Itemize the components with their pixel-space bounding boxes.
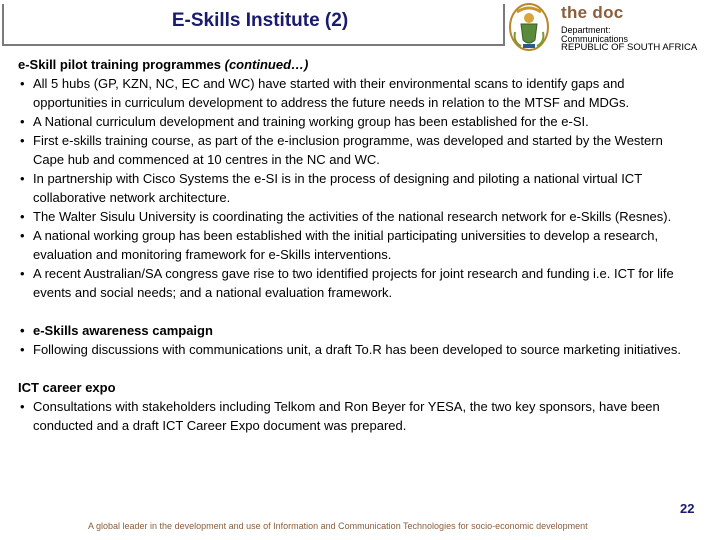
list-item: • The Walter Sisulu University is coordinating the activities of the national research network for e-Skills (Resnes). [18, 207, 683, 226]
section-heading-expo: ICT career expo [18, 380, 116, 395]
pilot-bullet-list [18, 74, 683, 302]
list-item: • A national working group has been established with the initial participating universities to develop a research, evaluation and monitoring framework for e-Skills interventions. [18, 226, 683, 264]
section-heading-text: e-Skill pilot training programmes [18, 57, 221, 72]
list-item: • All 5 hubs (GP, KZN, NC, EC and WC) have started with their environmental scans to identify gaps and opportunities in curriculum development to address the future needs in relation to the MTSF and MDGs. [18, 74, 683, 112]
page-title: E-Skills Institute (2) [171, 10, 349, 31]
country-name: REPUBLIC OF SOUTH AFRICA [561, 42, 698, 53]
slide-content [18, 55, 683, 435]
list-item: • Consultations with stakeholders including Telkom and Ron Beyer for YESA, the two key sponsors, have been conducted and a draft ICT Career Expo document was prepared. [18, 397, 683, 435]
page-number: 22 [680, 501, 695, 516]
list-item: • First e-skills training course, as part of the e-inclusion programme, was developed and started by the Western Cape hub and commenced at 10 centres in the NC and WC. [18, 131, 683, 169]
list-item: • A National curriculum development and training working group has been established for the e-SI. [18, 112, 683, 131]
awareness-bullet-list [18, 321, 683, 359]
section-heading-pilot [18, 55, 683, 74]
department-name: Communications [561, 34, 629, 44]
coat-of-arms-icon [507, 2, 551, 52]
department-logo [505, 0, 720, 56]
section-heading-suffix: (continued…) [224, 57, 309, 72]
footer-tagline: A global leader in the development and use of Information and Communication Technologies for socio-economic development [88, 521, 588, 531]
department-label: Department: [561, 25, 611, 35]
list-item: • In partnership with Cisco Systems the e-SI is in the process of designing and piloting a national virtual ICT collaborative network architecture. [18, 169, 683, 207]
list-item: • Following discussions with communications unit, a draft To.R has been developed to source marketing initiatives. [18, 340, 683, 359]
section-heading-awareness: • e-Skills awareness campaign [18, 321, 683, 340]
doc-brand: the doc [561, 3, 624, 22]
expo-bullet-list [18, 397, 683, 435]
list-item: • A recent Australian/SA congress gave rise to two identified projects for joint research and funding i.e. ICT for life events and social needs; and a national evaluation framework. [18, 264, 683, 302]
